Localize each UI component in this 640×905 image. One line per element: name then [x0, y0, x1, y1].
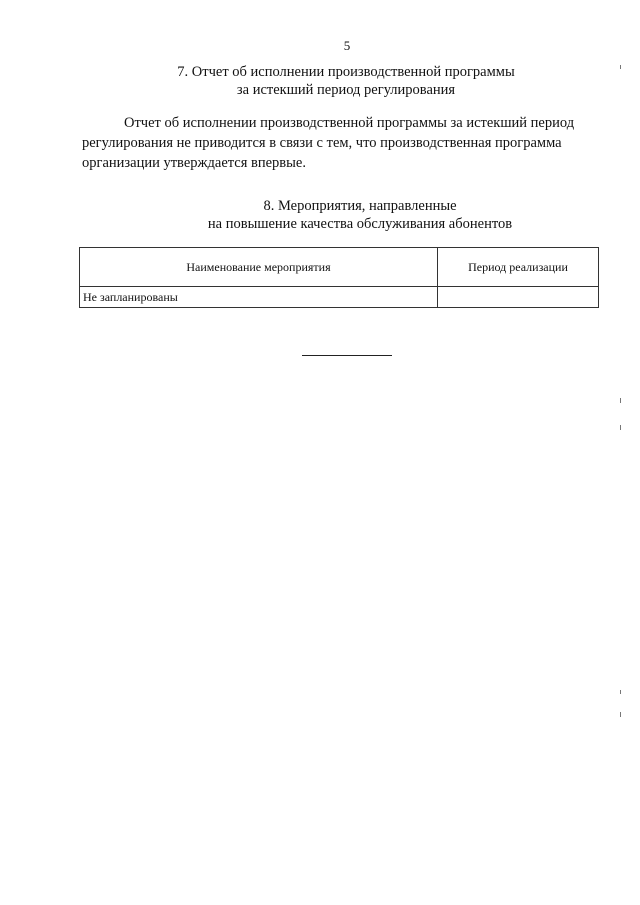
scan-speck	[620, 712, 621, 717]
measures-table	[79, 247, 599, 308]
table-header-row	[80, 248, 599, 287]
section-8-title-line-2: на повышение качества обслуживания абонентов	[207, 216, 513, 232]
section-7-title	[52, 63, 640, 99]
page-number: 5	[343, 38, 351, 53]
scan-speck	[620, 65, 621, 69]
table-row	[80, 287, 599, 308]
section-7-title-line-1: 7. Отчет об исполнении производственной программы	[177, 64, 515, 80]
cell-implementation-period	[438, 287, 599, 308]
header-measure-name: Наименование мероприятия	[80, 248, 438, 287]
paragraph-line-1: Отчет об исполнении производственной программы за истекший период	[124, 115, 575, 131]
section-7-title-line-2: за истекший период регулирования	[236, 82, 456, 98]
section-8-title-line-1: 8. Мероприятия, направленные	[263, 198, 457, 214]
section-7-paragraph	[82, 113, 602, 173]
header-implementation-period: Период реализации	[438, 248, 599, 287]
scan-speck	[620, 425, 621, 430]
section-8-title	[100, 197, 620, 233]
cell-measure-name: Не запланированы	[80, 287, 438, 308]
end-of-document-rule	[302, 355, 392, 356]
paragraph-line-3: организации утверждается впервые.	[82, 155, 306, 171]
scan-speck	[620, 690, 621, 694]
scan-speck	[620, 398, 621, 403]
paragraph-line-2: регулирования не приводится в связи с тем, что производственная программа	[82, 135, 562, 151]
